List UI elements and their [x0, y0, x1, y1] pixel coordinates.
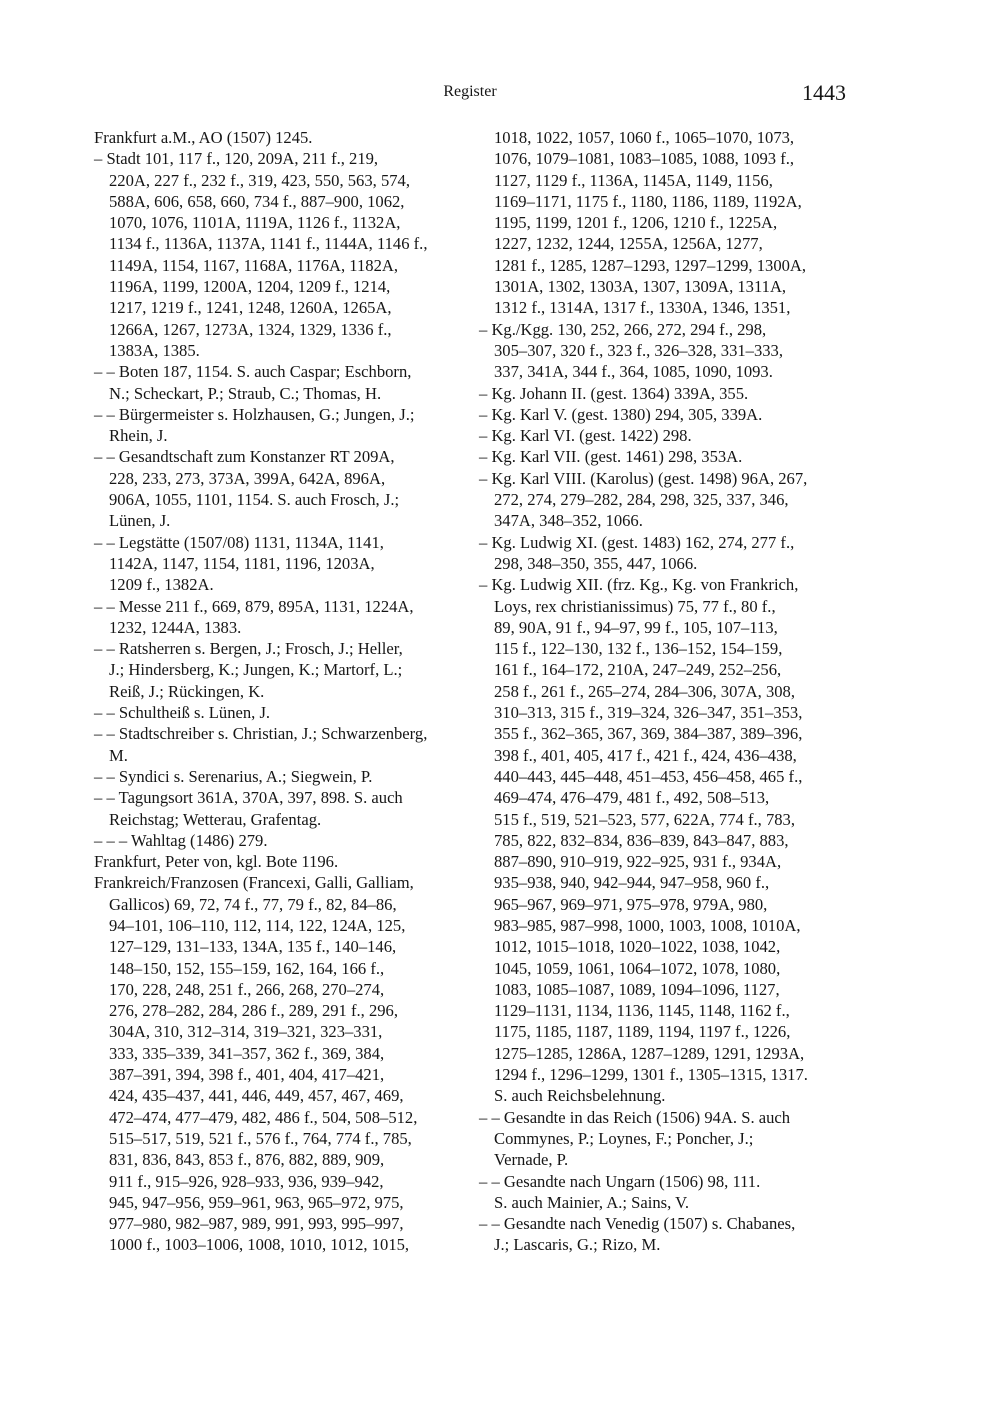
index-line: – Kg. Karl V. (gest. 1380) 294, 305, 339A.: [479, 404, 763, 424]
index-line: 398 f., 401, 405, 417 f., 421 f., 424, 436–438,: [494, 745, 797, 765]
index-line: 588A, 606, 658, 660, 734 f., 887–900, 1062,: [109, 191, 405, 211]
index-line: – – Messe 211 f., 669, 879, 895A, 1131, 1224A,: [94, 596, 414, 616]
index-line: J.; Lascaris, G.; Rizo, M.: [494, 1235, 661, 1255]
index-line: 89, 90A, 91 f., 94–97, 99 f., 105, 107–113,: [494, 617, 778, 637]
index-line: 1217, 1219 f., 1241, 1248, 1260A, 1265A,: [109, 298, 392, 318]
index-line: 935–938, 940, 942–944, 947–958, 960 f.,: [494, 873, 770, 893]
index-line: 469–474, 476–479, 481 f., 492, 508–513,: [494, 788, 770, 808]
index-line: 1129–1131, 1134, 1136, 1145, 1148, 1162 f.,: [494, 1001, 790, 1021]
index-line: – – – Wahltag (1486) 279.: [94, 830, 268, 850]
index-line: – – Gesandte in das Reich (1506) 94A. S. auch: [479, 1107, 791, 1127]
index-line: Frankfurt a.M., AO (1507) 1245.: [94, 128, 313, 147]
index-line: 1281 f., 1285, 1287–1293, 1297–1299, 1300A,: [494, 255, 807, 275]
index-line: 1134 f., 1136A, 1137A, 1141 f., 1144A, 1146 f.,: [109, 234, 428, 254]
index-line: 1232, 1244A, 1383.: [109, 617, 242, 637]
index-line: – – Syndici s. Serenarius, A.; Siegwein, P.: [94, 766, 373, 786]
index-line: 1312 f., 1314A, 1317 f., 1330A, 1346, 1351,: [494, 298, 791, 318]
index-line: – – Gesandte nach Ungarn (1506) 98, 111.: [479, 1171, 761, 1191]
index-line: – Kg. Johann II. (gest. 1364) 339A, 355.: [479, 383, 749, 403]
index-line: 148–150, 152, 155–159, 162, 164, 166 f.,: [109, 958, 385, 978]
index-line: 1018, 1022, 1057, 1060 f., 1065–1070, 1073,: [494, 128, 795, 147]
index-line: 1209 f., 1382A.: [109, 575, 214, 595]
index-line: Vernade, P.: [494, 1150, 569, 1170]
index-line: 1383A, 1385.: [109, 340, 200, 360]
index-line: 1127, 1129 f., 1136A, 1145A, 1149, 1156,: [494, 170, 773, 190]
index-line: 983–985, 987–998, 1000, 1003, 1008, 1010A,: [494, 915, 801, 935]
index-line: Lünen, J.: [109, 511, 171, 531]
index-line: S. auch Mainier, A.; Sains, V.: [494, 1192, 690, 1212]
index-line: 258 f., 261 f., 265–274, 284–306, 307A, 308,: [494, 681, 795, 701]
index-line: S. auch Reichsbelehnung.: [494, 1086, 666, 1106]
index-line: Commynes, P.; Loynes, F.; Poncher, J.;: [494, 1128, 754, 1148]
index-line: Reiß, J.; Rückingen, K.: [109, 681, 265, 701]
index-line: – Kg. Ludwig XI. (gest. 1483) 162, 274, 277 f.,: [479, 532, 795, 552]
index-line: 911 f., 915–926, 928–933, 936, 939–942,: [109, 1171, 384, 1191]
index-line: – – Gesandte nach Venedig (1507) s. Chabanes,: [479, 1214, 796, 1234]
index-line: 1294 f., 1296–1299, 1301 f., 1305–1315, 1317.: [494, 1065, 808, 1085]
index-line: M.: [109, 745, 128, 765]
index-line: 515–517, 519, 521 f., 576 f., 764, 774 f., 785,: [109, 1128, 412, 1148]
index-line: 333, 335–339, 341–357, 362 f., 369, 384,: [109, 1043, 385, 1063]
index-line: 347A, 348–352, 1066.: [494, 511, 643, 531]
page-number: 1443: [802, 80, 846, 105]
index-line: 1169–1171, 1175 f., 1180, 1186, 1189, 1192A,: [494, 191, 802, 211]
index-line: 1045, 1059, 1061, 1064–1072, 1078, 1080,: [494, 958, 781, 978]
index-line: – Kg./Kgg. 130, 252, 266, 272, 294 f., 298,: [479, 319, 767, 339]
index-line: 228, 233, 273, 373A, 399A, 642A, 896A,: [109, 468, 386, 488]
index-line: 276, 278–282, 284, 286 f., 289, 291 f., 296,: [109, 1001, 398, 1021]
index-line: 94–101, 106–110, 112, 114, 122, 124A, 125,: [109, 915, 406, 935]
index-line: 1083, 1085–1087, 1089, 1094–1096, 1127,: [494, 979, 780, 999]
index-column-right: [479, 127, 851, 1256]
index-line: 115 f., 122–130, 132 f., 136–152, 154–159,: [494, 639, 783, 659]
index-line: 1266A, 1267, 1273A, 1324, 1329, 1336 f.,: [109, 319, 392, 339]
index-line: 424, 435–437, 441, 446, 449, 457, 467, 469,: [109, 1086, 404, 1106]
index-line: 387–391, 394, 398 f., 401, 404, 417–421,: [109, 1065, 385, 1085]
index-line: – Kg. Karl VI. (gest. 1422) 298.: [479, 426, 692, 446]
index-line: 977–980, 982–987, 989, 991, 993, 995–997,: [109, 1214, 404, 1234]
index-line: 440–443, 445–448, 451–453, 456–458, 465 f.,: [494, 766, 803, 786]
index-line: 1149A, 1154, 1167, 1168A, 1176A, 1182A,: [109, 255, 398, 275]
index-line: 1175, 1185, 1187, 1189, 1194, 1197 f., 1226,: [494, 1022, 791, 1042]
index-line: – Stadt 101, 117 f., 120, 209A, 211 f., 219,: [94, 149, 379, 169]
index-line: – Kg. Karl VII. (gest. 1461) 298, 353A.: [479, 447, 743, 467]
index-line: 1227, 1232, 1244, 1255A, 1256A, 1277,: [494, 234, 763, 254]
index-line: 515 f., 519, 521–523, 577, 622A, 774 f., 783,: [494, 809, 795, 829]
index-line: 298, 348–350, 355, 447, 1066.: [494, 553, 698, 573]
index-line: Gallicos) 69, 72, 74 f., 77, 79 f., 82, 84–86,: [109, 894, 397, 914]
index-line: 1142A, 1147, 1154, 1181, 1196, 1203A,: [109, 553, 375, 573]
index-line: 785, 822, 832–834, 836–839, 843–847, 883,: [494, 830, 789, 850]
index-line: 472–474, 477–479, 482, 486 f., 504, 508–512,: [109, 1107, 418, 1127]
index-line: – – Bürgermeister s. Holzhausen, G.; Jungen, J.;: [94, 404, 415, 424]
index-line: 220A, 227 f., 232 f., 319, 423, 550, 563, 574,: [109, 170, 410, 190]
index-line: 945, 947–956, 959–961, 963, 965–972, 975,: [109, 1192, 404, 1212]
index-line: Frankfurt, Peter von, kgl. Bote 1196.: [94, 852, 339, 872]
running-title: Register: [443, 83, 497, 100]
index-line: – – Stadtschreiber s. Christian, J.; Schwarzenberg,: [94, 724, 428, 744]
index-line: 170, 228, 248, 251 f., 266, 268, 270–274,: [109, 979, 385, 999]
index-line: 272, 274, 279–282, 284, 298, 325, 337, 346,: [494, 490, 789, 510]
index-line: Frankreich/Franzosen (Francexi, Galli, Galliam,: [94, 873, 414, 893]
index-line: – – Gesandtschaft zum Konstanzer RT 209A,: [94, 447, 395, 467]
index-line: 304A, 310, 312–314, 319–321, 323–331,: [109, 1022, 383, 1042]
index-line: 1070, 1076, 1101A, 1119A, 1126 f., 1132A,: [109, 213, 401, 233]
index-line: 161 f., 164–172, 210A, 247–249, 252–256,: [494, 660, 782, 680]
index-line: – – Legstätte (1507/08) 1131, 1134A, 1141,: [94, 532, 384, 552]
index-line: 337, 341A, 344 f., 364, 1085, 1090, 1093.: [494, 362, 773, 382]
index-line: 1076, 1079–1081, 1083–1085, 1088, 1093 f.,: [494, 149, 795, 169]
index-line: – – Boten 187, 1154. S. auch Caspar; Eschborn,: [94, 362, 412, 382]
index-line: 1000 f., 1003–1006, 1008, 1010, 1012, 1015,: [109, 1235, 410, 1255]
index-line: – – Tagungsort 361A, 370A, 397, 898. S. auch: [94, 788, 403, 808]
index-line: – – Schultheiß s. Lünen, J.: [94, 703, 271, 723]
index-line: – Kg. Ludwig XII. (frz. Kg., Kg. von Frankrich,: [479, 575, 799, 595]
index-line: Rhein, J.: [109, 426, 168, 446]
index-line: 831, 836, 843, 853 f., 876, 882, 889, 909,: [109, 1150, 385, 1170]
index-line: 906A, 1055, 1101, 1154. S. auch Frosch, J.;: [109, 490, 400, 510]
index-line: N.; Scheckart, P.; Straub, C.; Thomas, H.: [109, 383, 382, 403]
index-line: 1301A, 1302, 1303A, 1307, 1309A, 1311A,: [494, 277, 787, 297]
index-line: 887–890, 910–919, 922–925, 931 f., 934A,: [494, 852, 782, 872]
index-line: 1275–1285, 1286A, 1287–1289, 1291, 1293A,: [494, 1043, 805, 1063]
index-line: – – Ratsherren s. Bergen, J.; Frosch, J.; Heller,: [94, 639, 403, 659]
index-line: – Kg. Karl VIII. (Karolus) (gest. 1498) 96A, 267,: [479, 468, 808, 488]
index-line: 305–307, 320 f., 323 f., 326–328, 331–333,: [494, 340, 783, 360]
index-line: 965–967, 969–971, 975–978, 979A, 980,: [494, 894, 768, 914]
index-column-left: [94, 127, 466, 1256]
index-line: 1196A, 1199, 1200A, 1204, 1209 f., 1214,: [109, 277, 391, 297]
index-line: 1012, 1015–1018, 1020–1022, 1038, 1042,: [494, 937, 781, 957]
index-line: J.; Hindersberg, K.; Jungen, K.; Martorf, L.;: [109, 660, 403, 680]
index-line: 127–129, 131–133, 134A, 135 f., 140–146,: [109, 937, 397, 957]
index-line: 1195, 1199, 1201 f., 1206, 1210 f., 1225A,: [494, 213, 778, 233]
index-line: 310–313, 315 f., 319–324, 326–347, 351–353,: [494, 703, 803, 723]
index-line: Loys, rex christianissimus) 75, 77 f., 80 f.,: [494, 596, 776, 616]
index-line: Reichstag; Wetterau, Grafentag.: [109, 809, 322, 829]
index-line: 355 f., 362–365, 367, 369, 384–387, 389–396,: [494, 724, 803, 744]
